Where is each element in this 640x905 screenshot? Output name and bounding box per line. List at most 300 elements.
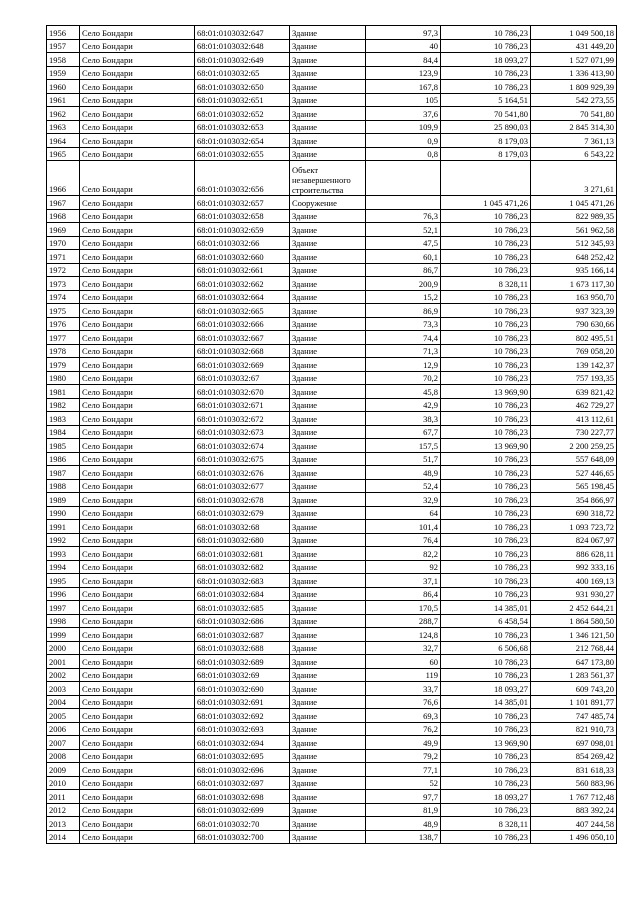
specific-value-cell: 10 786,23 <box>441 547 531 561</box>
cadastral-value-cell: 557 648,09 <box>531 452 617 466</box>
area-cell: 15,2 <box>366 290 441 304</box>
specific-value-cell: 10 786,23 <box>441 304 531 318</box>
area-cell: 76,2 <box>366 722 441 736</box>
settlement-cell: Село Бондари <box>80 776 195 790</box>
row-number-cell: 1999 <box>47 628 80 642</box>
object-type-cell: Здание <box>290 682 366 696</box>
specific-value-cell: 6 506,68 <box>441 641 531 655</box>
area-cell: 69,3 <box>366 709 441 723</box>
table-row <box>47 344 617 358</box>
cadastral-value-cell: 1 673 117,30 <box>531 277 617 291</box>
settlement-cell: Село Бондари <box>80 93 195 107</box>
settlement-cell: Село Бондари <box>80 66 195 80</box>
cadastral-value-cell: 7 361,13 <box>531 134 617 148</box>
cadastral-value-cell: 1 049 500,18 <box>531 26 617 40</box>
cadastral-value-cell: 854 269,42 <box>531 749 617 763</box>
row-number-cell: 1966 <box>47 161 80 196</box>
cadastral-number-cell: 68:01:0103032:651 <box>195 93 290 107</box>
settlement-cell: Село Бондари <box>80 317 195 331</box>
table-row <box>47 331 617 345</box>
object-type-cell: Здание <box>290 736 366 750</box>
specific-value-cell: 18 093,27 <box>441 53 531 67</box>
row-number-cell: 1975 <box>47 304 80 318</box>
table-row <box>47 601 617 615</box>
cadastral-value-cell: 648 252,42 <box>531 250 617 264</box>
settlement-cell: Село Бондари <box>80 668 195 682</box>
cadastral-number-cell: 68:01:0103032:700 <box>195 830 290 844</box>
object-type-cell: Здание <box>290 628 366 642</box>
table-row <box>47 80 617 94</box>
cadastral-value-cell: 70 541,80 <box>531 107 617 121</box>
area-cell: 288,7 <box>366 614 441 628</box>
table-row <box>47 263 617 277</box>
specific-value-cell: 8 179,03 <box>441 134 531 148</box>
table-row <box>47 452 617 466</box>
specific-value-cell: 14 385,01 <box>441 695 531 709</box>
row-number-cell: 2000 <box>47 641 80 655</box>
cadastral-value-cell: 831 618,33 <box>531 763 617 777</box>
area-cell: 86,7 <box>366 263 441 277</box>
settlement-cell: Село Бондари <box>80 358 195 372</box>
cadastral-number-cell: 68:01:0103032:676 <box>195 466 290 480</box>
cadastral-number-cell: 68:01:0103032:682 <box>195 560 290 574</box>
object-type-cell: Здание <box>290 66 366 80</box>
table-row <box>47 466 617 480</box>
area-cell: 101,4 <box>366 520 441 534</box>
settlement-cell: Село Бондари <box>80 817 195 831</box>
cadastral-number-cell: 68:01:0103032:66 <box>195 236 290 250</box>
cadastral-value-cell: 561 962,58 <box>531 223 617 237</box>
settlement-cell: Село Бондари <box>80 695 195 709</box>
row-number-cell: 1996 <box>47 587 80 601</box>
table-row <box>47 817 617 831</box>
table-row <box>47 439 617 453</box>
table-row <box>47 506 617 520</box>
settlement-cell: Село Бондари <box>80 331 195 345</box>
cadastral-number-cell: 68:01:0103032:648 <box>195 39 290 53</box>
cadastral-value-cell: 1 767 712,48 <box>531 790 617 804</box>
row-number-cell: 1978 <box>47 344 80 358</box>
object-type-cell: Здание <box>290 53 366 67</box>
cadastral-number-cell: 68:01:0103032:678 <box>195 493 290 507</box>
row-number-cell: 1964 <box>47 134 80 148</box>
settlement-cell: Село Бондари <box>80 26 195 40</box>
row-number-cell: 2007 <box>47 736 80 750</box>
object-type-cell: Здание <box>290 830 366 844</box>
cadastral-value-cell: 3 271,61 <box>531 161 617 196</box>
table-row <box>47 587 617 601</box>
table-row <box>47 641 617 655</box>
object-type-cell: Здание <box>290 520 366 534</box>
row-number-cell: 1979 <box>47 358 80 372</box>
area-cell: 109,9 <box>366 120 441 134</box>
settlement-cell: Село Бондари <box>80 736 195 750</box>
specific-value-cell: 6 458,54 <box>441 614 531 628</box>
cadastral-number-cell: 68:01:0103032:674 <box>195 439 290 453</box>
row-number-cell: 1990 <box>47 506 80 520</box>
settlement-cell: Село Бондари <box>80 452 195 466</box>
object-type-cell: Здание <box>290 452 366 466</box>
specific-value-cell: 10 786,23 <box>441 358 531 372</box>
cadastral-value-cell: 400 169,13 <box>531 574 617 588</box>
settlement-cell: Село Бондари <box>80 655 195 669</box>
table-row <box>47 304 617 318</box>
area-cell: 60,1 <box>366 250 441 264</box>
object-type-cell: Здание <box>290 547 366 561</box>
settlement-cell: Село Бондари <box>80 803 195 817</box>
cadastral-number-cell: 68:01:0103032:65 <box>195 66 290 80</box>
cadastral-number-cell: 68:01:0103032:694 <box>195 736 290 750</box>
object-type-cell: Здание <box>290 479 366 493</box>
settlement-cell: Село Бондари <box>80 107 195 121</box>
settlement-cell: Село Бондари <box>80 250 195 264</box>
specific-value-cell: 14 385,01 <box>441 601 531 615</box>
cadastral-value-cell: 527 446,65 <box>531 466 617 480</box>
area-cell: 0,9 <box>366 134 441 148</box>
object-type-cell: Здание <box>290 317 366 331</box>
cadastral-number-cell: 68:01:0103032:665 <box>195 304 290 318</box>
specific-value-cell: 10 786,23 <box>441 493 531 507</box>
area-cell <box>366 196 441 210</box>
settlement-cell: Село Бондари <box>80 709 195 723</box>
area-cell: 51,7 <box>366 452 441 466</box>
settlement-cell: Село Бондари <box>80 601 195 615</box>
row-number-cell: 1993 <box>47 547 80 561</box>
specific-value-cell: 10 786,23 <box>441 209 531 223</box>
cadastral-value-cell: 609 743,20 <box>531 682 617 696</box>
cadastral-value-cell: 690 318,72 <box>531 506 617 520</box>
area-cell: 86,9 <box>366 304 441 318</box>
cadastral-value-cell: 935 166,14 <box>531 263 617 277</box>
cadastral-number-cell: 68:01:0103032:688 <box>195 641 290 655</box>
settlement-cell: Село Бондари <box>80 722 195 736</box>
cadastral-number-cell: 68:01:0103032:689 <box>195 655 290 669</box>
row-number-cell: 1976 <box>47 317 80 331</box>
row-number-cell: 1971 <box>47 250 80 264</box>
table-row <box>47 134 617 148</box>
cadastral-value-cell: 992 333,16 <box>531 560 617 574</box>
specific-value-cell: 10 786,23 <box>441 331 531 345</box>
cadastral-value-cell: 790 630,66 <box>531 317 617 331</box>
cadastral-number-cell: 68:01:0103032:684 <box>195 587 290 601</box>
cadastral-number-cell: 68:01:0103032:672 <box>195 412 290 426</box>
cadastral-number-cell: 68:01:0103032:662 <box>195 277 290 291</box>
row-number-cell: 1982 <box>47 398 80 412</box>
object-type-cell: Здание <box>290 574 366 588</box>
area-cell: 0,8 <box>366 147 441 161</box>
cadastral-value-cell: 1 346 121,50 <box>531 628 617 642</box>
cadastral-number-cell: 68:01:0103032:70 <box>195 817 290 831</box>
row-number-cell: 2009 <box>47 763 80 777</box>
area-cell: 123,9 <box>366 66 441 80</box>
area-cell: 74,4 <box>366 331 441 345</box>
area-cell: 49,9 <box>366 736 441 750</box>
table-row <box>47 790 617 804</box>
table-row <box>47 776 617 790</box>
table-row <box>47 749 617 763</box>
table-row <box>47 385 617 399</box>
specific-value-cell: 70 541,80 <box>441 107 531 121</box>
cadastral-number-cell: 68:01:0103032:664 <box>195 290 290 304</box>
object-type-cell: Здание <box>290 398 366 412</box>
settlement-cell: Село Бондари <box>80 790 195 804</box>
row-number-cell: 1981 <box>47 385 80 399</box>
area-cell: 84,4 <box>366 53 441 67</box>
object-type-cell: Здание <box>290 560 366 574</box>
object-type-cell: Здание <box>290 26 366 40</box>
area-cell: 33,7 <box>366 682 441 696</box>
table-row <box>47 236 617 250</box>
specific-value-cell: 10 786,23 <box>441 655 531 669</box>
specific-value-cell: 10 786,23 <box>441 560 531 574</box>
area-cell: 45,8 <box>366 385 441 399</box>
cadastral-number-cell: 68:01:0103032:69 <box>195 668 290 682</box>
cadastral-number-cell: 68:01:0103032:671 <box>195 398 290 412</box>
specific-value-cell: 25 890,03 <box>441 120 531 134</box>
settlement-cell: Село Бондари <box>80 425 195 439</box>
cadastral-value-cell: 431 449,20 <box>531 39 617 53</box>
table-row <box>47 209 617 223</box>
row-number-cell: 1977 <box>47 331 80 345</box>
cadastral-number-cell: 68:01:0103032:692 <box>195 709 290 723</box>
area-cell: 60 <box>366 655 441 669</box>
cadastral-number-cell: 68:01:0103032:658 <box>195 209 290 223</box>
cadastral-number-cell: 68:01:0103032:647 <box>195 26 290 40</box>
cadastral-value-cell: 821 910,73 <box>531 722 617 736</box>
row-number-cell: 1983 <box>47 412 80 426</box>
table-row <box>47 223 617 237</box>
cadastral-value-cell: 639 821,42 <box>531 385 617 399</box>
cadastral-number-cell: 68:01:0103032:681 <box>195 547 290 561</box>
specific-value-cell: 13 969,90 <box>441 439 531 453</box>
cadastral-value-cell: 1 864 580,50 <box>531 614 617 628</box>
row-number-cell: 2003 <box>47 682 80 696</box>
cadastral-number-cell: 68:01:0103032:695 <box>195 749 290 763</box>
specific-value-cell: 10 786,23 <box>441 466 531 480</box>
object-type-cell: Здание <box>290 506 366 520</box>
settlement-cell: Село Бондари <box>80 398 195 412</box>
row-number-cell: 1962 <box>47 107 80 121</box>
table-row <box>47 520 617 534</box>
table-row <box>47 655 617 669</box>
table-row <box>47 196 617 210</box>
row-number-cell: 1987 <box>47 466 80 480</box>
area-cell: 76,6 <box>366 695 441 709</box>
cadastral-number-cell: 68:01:0103032:690 <box>195 682 290 696</box>
specific-value-cell: 10 786,23 <box>441 80 531 94</box>
row-number-cell: 1986 <box>47 452 80 466</box>
cadastral-value-cell: 757 193,35 <box>531 371 617 385</box>
cadastral-number-cell: 68:01:0103032:653 <box>195 120 290 134</box>
table-row <box>47 250 617 264</box>
cadastral-number-cell: 68:01:0103032:687 <box>195 628 290 642</box>
object-type-cell: Здание <box>290 776 366 790</box>
cadastral-value-cell: 1 101 891,77 <box>531 695 617 709</box>
table-row <box>47 668 617 682</box>
row-number-cell: 1995 <box>47 574 80 588</box>
object-type-cell: Здание <box>290 304 366 318</box>
cadastral-value-cell: 769 058,20 <box>531 344 617 358</box>
specific-value-cell: 10 786,23 <box>441 520 531 534</box>
area-cell: 170,5 <box>366 601 441 615</box>
cadastral-number-cell: 68:01:0103032:660 <box>195 250 290 264</box>
area-cell: 97,3 <box>366 26 441 40</box>
area-cell: 67,7 <box>366 425 441 439</box>
settlement-cell: Село Бондари <box>80 506 195 520</box>
settlement-cell: Село Бондари <box>80 641 195 655</box>
object-type-cell: Здание <box>290 533 366 547</box>
cadastral-value-cell: 560 883,96 <box>531 776 617 790</box>
cadastral-value-cell: 542 273,55 <box>531 93 617 107</box>
cadastral-number-cell: 68:01:0103032:680 <box>195 533 290 547</box>
specific-value-cell: 10 786,23 <box>441 398 531 412</box>
row-number-cell: 1968 <box>47 209 80 223</box>
cadastral-value-cell: 1 045 471,26 <box>531 196 617 210</box>
object-type-cell: Здание <box>290 331 366 345</box>
area-cell: 97,7 <box>366 790 441 804</box>
area-cell: 37,1 <box>366 574 441 588</box>
specific-value-cell: 18 093,27 <box>441 682 531 696</box>
specific-value-cell: 10 786,23 <box>441 587 531 601</box>
area-cell: 64 <box>366 506 441 520</box>
area-cell: 40 <box>366 39 441 53</box>
object-type-cell: Здание <box>290 439 366 453</box>
object-type-cell: Здание <box>290 290 366 304</box>
row-number-cell: 2005 <box>47 709 80 723</box>
object-type-cell: Здание <box>290 385 366 399</box>
cadastral-value-cell: 163 950,70 <box>531 290 617 304</box>
object-type-cell: Здание <box>290 763 366 777</box>
object-type-cell: Здание <box>290 250 366 264</box>
settlement-cell: Село Бондари <box>80 574 195 588</box>
area-cell: 48,9 <box>366 817 441 831</box>
object-type-cell: Здание <box>290 668 366 682</box>
cadastral-number-cell: 68:01:0103032:661 <box>195 263 290 277</box>
table-row <box>47 709 617 723</box>
table-row <box>47 830 617 844</box>
cadastral-number-cell: 68:01:0103032:679 <box>195 506 290 520</box>
table-row <box>47 317 617 331</box>
specific-value-cell: 10 786,23 <box>441 236 531 250</box>
row-number-cell: 1980 <box>47 371 80 385</box>
cadastral-value-cell: 647 173,80 <box>531 655 617 669</box>
cadastral-number-cell: 68:01:0103032:659 <box>195 223 290 237</box>
cadastral-number-cell: 68:01:0103032:654 <box>195 134 290 148</box>
settlement-cell: Село Бондари <box>80 39 195 53</box>
table-row <box>47 120 617 134</box>
row-number-cell: 1961 <box>47 93 80 107</box>
area-cell: 37,6 <box>366 107 441 121</box>
cadastral-value-cell: 212 768,44 <box>531 641 617 655</box>
cadastral-value-cell: 413 112,61 <box>531 412 617 426</box>
settlement-cell: Село Бондари <box>80 385 195 399</box>
object-type-cell: Здание <box>290 93 366 107</box>
object-type-cell: Здание <box>290 412 366 426</box>
row-number-cell: 1998 <box>47 614 80 628</box>
cadastral-value-cell: 462 729,27 <box>531 398 617 412</box>
specific-value-cell: 10 786,23 <box>441 830 531 844</box>
settlement-cell: Село Бондари <box>80 290 195 304</box>
cadastral-value-cell: 730 227,77 <box>531 425 617 439</box>
cadastral-number-cell: 68:01:0103032:68 <box>195 520 290 534</box>
object-type-cell: Здание <box>290 641 366 655</box>
area-cell: 70,2 <box>366 371 441 385</box>
row-number-cell: 1970 <box>47 236 80 250</box>
cadastral-number-cell: 68:01:0103032:667 <box>195 331 290 345</box>
row-number-cell: 1957 <box>47 39 80 53</box>
table-row <box>47 26 617 40</box>
specific-value-cell: 10 786,23 <box>441 425 531 439</box>
row-number-cell: 1997 <box>47 601 80 615</box>
object-type-cell: Здание <box>290 358 366 372</box>
area-cell: 32,7 <box>366 641 441 655</box>
object-type-cell: Здание <box>290 695 366 709</box>
specific-value-cell: 10 786,23 <box>441 763 531 777</box>
cadastral-number-cell: 68:01:0103032:669 <box>195 358 290 372</box>
object-type-cell: Здание <box>290 344 366 358</box>
object-type-cell: Здание <box>290 749 366 763</box>
cadastral-number-cell: 68:01:0103032:656 <box>195 161 290 196</box>
specific-value-cell: 10 786,23 <box>441 250 531 264</box>
object-type-cell: Здание <box>290 371 366 385</box>
cadastral-number-cell: 68:01:0103032:677 <box>195 479 290 493</box>
settlement-cell: Село Бондари <box>80 682 195 696</box>
table-row <box>47 614 617 628</box>
row-number-cell: 1963 <box>47 120 80 134</box>
table-row <box>47 628 617 642</box>
table-row <box>47 682 617 696</box>
cadastral-value-cell: 931 930,27 <box>531 587 617 601</box>
specific-value-cell: 1 045 471,26 <box>441 196 531 210</box>
settlement-cell: Село Бондари <box>80 479 195 493</box>
table-row <box>47 803 617 817</box>
area-cell: 77,1 <box>366 763 441 777</box>
settlement-cell: Село Бондари <box>80 493 195 507</box>
row-number-cell: 1959 <box>47 66 80 80</box>
row-number-cell: 1956 <box>47 26 80 40</box>
settlement-cell: Село Бондари <box>80 547 195 561</box>
settlement-cell: Село Бондари <box>80 120 195 134</box>
settlement-cell: Село Бондари <box>80 749 195 763</box>
area-cell: 52,4 <box>366 479 441 493</box>
specific-value-cell: 10 786,23 <box>441 371 531 385</box>
table-row <box>47 425 617 439</box>
object-type-cell: Здание <box>290 209 366 223</box>
row-number-cell: 1985 <box>47 439 80 453</box>
row-number-cell: 2012 <box>47 803 80 817</box>
row-number-cell: 1967 <box>47 196 80 210</box>
cadastral-value-cell: 512 345,93 <box>531 236 617 250</box>
object-type-cell: Здание <box>290 107 366 121</box>
area-cell: 73,3 <box>366 317 441 331</box>
settlement-cell: Село Бондари <box>80 628 195 642</box>
settlement-cell: Село Бондари <box>80 412 195 426</box>
row-number-cell: 2008 <box>47 749 80 763</box>
specific-value-cell: 10 786,23 <box>441 412 531 426</box>
settlement-cell: Село Бондари <box>80 277 195 291</box>
settlement-cell: Село Бондари <box>80 533 195 547</box>
area-cell: 92 <box>366 560 441 574</box>
cadastral-value-cell: 1 093 723,72 <box>531 520 617 534</box>
cadastral-value-cell: 824 067,97 <box>531 533 617 547</box>
specific-value-cell: 10 786,23 <box>441 26 531 40</box>
object-type-cell: Здание <box>290 614 366 628</box>
specific-value-cell: 13 969,90 <box>441 736 531 750</box>
object-type-cell: Здание <box>290 80 366 94</box>
specific-value-cell: 10 786,23 <box>441 39 531 53</box>
object-type-cell: Здание <box>290 134 366 148</box>
area-cell: 200,9 <box>366 277 441 291</box>
